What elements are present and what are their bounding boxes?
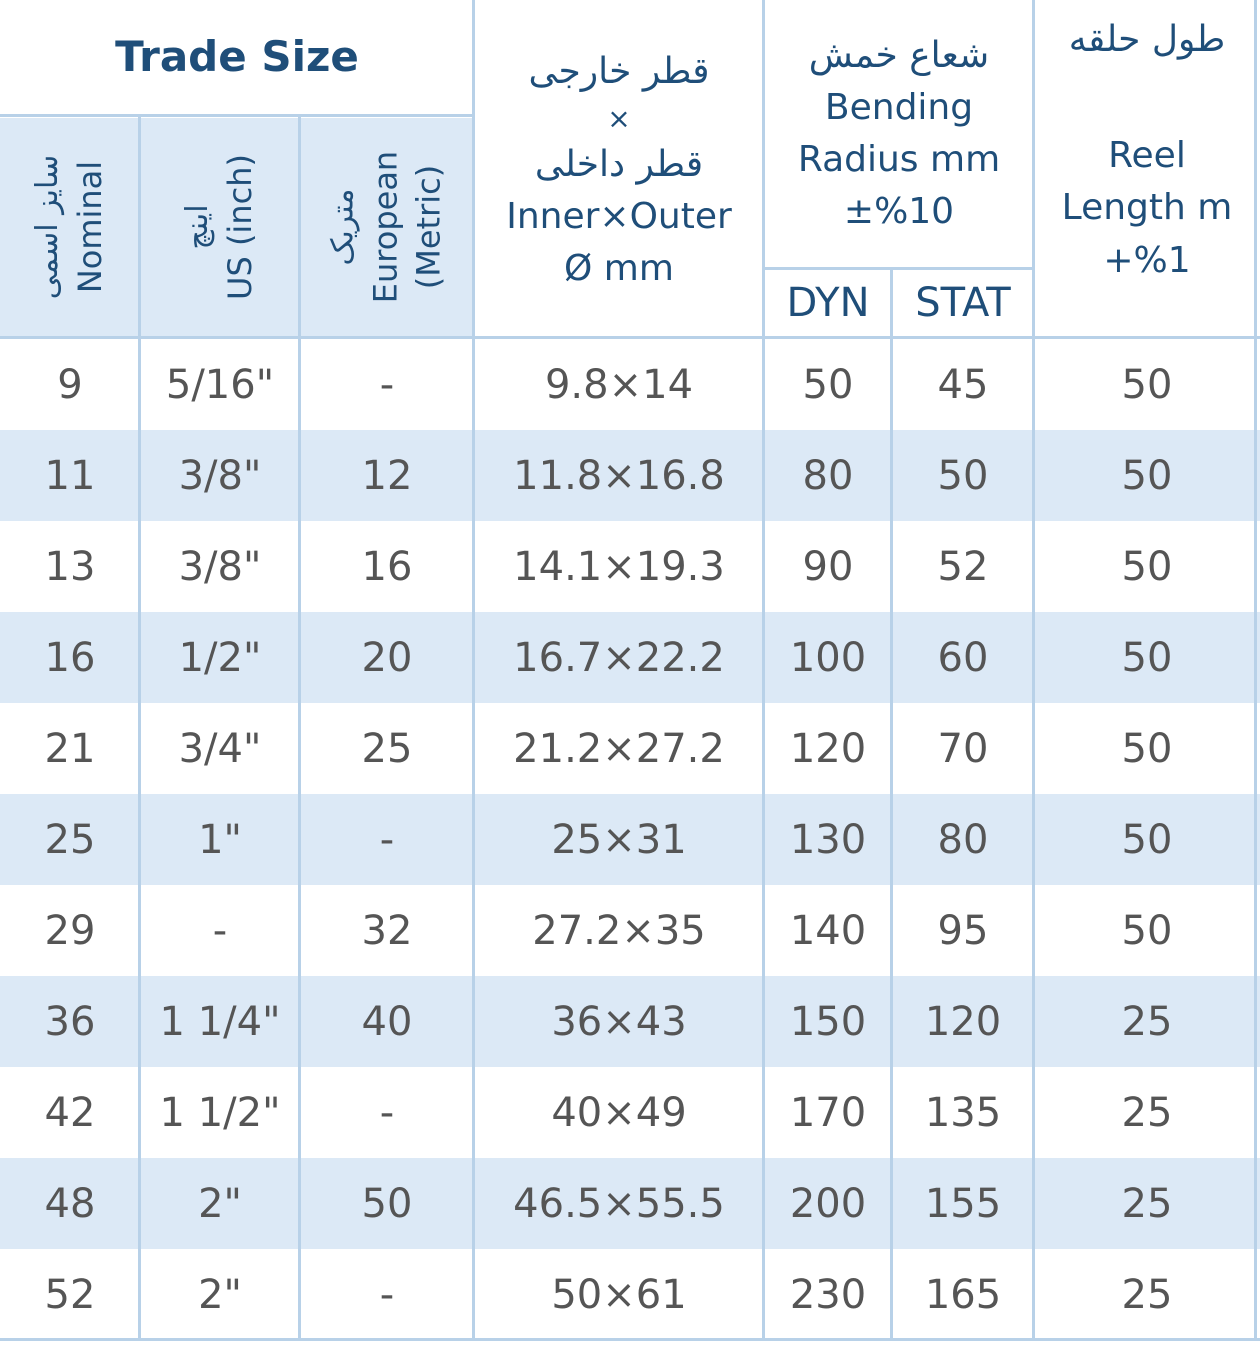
cell-dyn: 170 bbox=[789, 1089, 867, 1136]
cell-us: 2" bbox=[198, 1180, 242, 1227]
cell-stat: 60 bbox=[937, 634, 989, 681]
bending-header-tolerance: ±%10 bbox=[843, 191, 955, 233]
cell-dyn: 200 bbox=[789, 1180, 867, 1227]
cell-dims: 9.8×14 bbox=[544, 361, 694, 408]
cell-dyn: 150 bbox=[789, 998, 867, 1045]
nominal-header bbox=[0, 118, 140, 336]
cell-dims: 25×31 bbox=[551, 816, 687, 863]
cell-us: 5/16" bbox=[165, 361, 275, 408]
cell-eu: - bbox=[379, 361, 395, 408]
divider bbox=[1254, 0, 1257, 1341]
us-inch-header bbox=[140, 118, 300, 336]
cell-nominal: 42 bbox=[44, 1089, 96, 1136]
cell-stat: 120 bbox=[924, 998, 1002, 1045]
cell-dims: 27.2×35 bbox=[532, 907, 706, 954]
cell-nominal: 21 bbox=[44, 725, 96, 772]
divider bbox=[0, 114, 474, 117]
cell-stat: 52 bbox=[937, 543, 989, 590]
cell-stat: 155 bbox=[924, 1180, 1002, 1227]
cell-reel: 50 bbox=[1121, 543, 1173, 590]
cell-dyn: 100 bbox=[789, 634, 867, 681]
cell-stat: 95 bbox=[937, 907, 989, 954]
table-row bbox=[0, 521, 1260, 612]
divider bbox=[298, 116, 301, 1341]
reel-header bbox=[1034, 0, 1260, 336]
cell-nominal: 29 bbox=[44, 907, 96, 954]
nominal-header-en: Nominal bbox=[70, 160, 109, 294]
divider bbox=[0, 1338, 1260, 1341]
cell-us: 3/8" bbox=[178, 452, 262, 499]
cell-dims: 14.1×19.3 bbox=[513, 543, 725, 590]
cell-reel: 50 bbox=[1121, 361, 1173, 408]
cell-dims: 40×49 bbox=[551, 1089, 687, 1136]
table-row bbox=[0, 430, 1260, 521]
dyn-header: DYN bbox=[786, 280, 870, 326]
cell-nominal: 13 bbox=[44, 543, 96, 590]
diameter-header bbox=[474, 0, 764, 336]
stat-header: STAT bbox=[915, 280, 1011, 326]
bending-header-fa: شعاع خمش bbox=[808, 34, 990, 76]
cell-reel: 50 bbox=[1121, 634, 1173, 681]
cell-reel: 50 bbox=[1121, 725, 1173, 772]
cell-eu: 16 bbox=[361, 543, 413, 590]
table-row bbox=[0, 1249, 1260, 1340]
cell-reel: 25 bbox=[1121, 1271, 1173, 1318]
cell-reel: 50 bbox=[1121, 452, 1173, 499]
cell-stat: 80 bbox=[937, 816, 989, 863]
european-header-en: European bbox=[366, 150, 405, 304]
divider bbox=[472, 0, 475, 1341]
cell-reel: 50 bbox=[1121, 816, 1173, 863]
cell-reel: 25 bbox=[1121, 1180, 1173, 1227]
us-inch-header-fa: اینچ bbox=[180, 204, 216, 250]
cell-eu: 25 bbox=[361, 725, 413, 772]
cell-nominal: 9 bbox=[57, 361, 83, 408]
cell-stat: 45 bbox=[937, 361, 989, 408]
reel-header-tolerance: +%1 bbox=[1103, 239, 1191, 281]
diameter-header-en: Inner×Outer bbox=[506, 196, 732, 238]
table-row bbox=[0, 794, 1260, 885]
cell-stat: 50 bbox=[937, 452, 989, 499]
european-header-metric: (Metric) bbox=[409, 164, 448, 290]
bending-header-en2: Radius mm bbox=[797, 139, 1001, 180]
cell-dyn: 140 bbox=[789, 907, 867, 954]
reel-header-en1: Reel bbox=[1108, 135, 1186, 177]
cell-dims: 46.5×55.5 bbox=[513, 1180, 725, 1227]
diameter-header-outer-fa: قطر خارجی bbox=[528, 51, 710, 93]
table-row bbox=[0, 339, 1260, 430]
diameter-header-unit: Ø mm bbox=[564, 248, 674, 290]
table-row bbox=[0, 976, 1260, 1067]
cell-dyn: 90 bbox=[802, 543, 854, 590]
cell-dyn: 50 bbox=[802, 361, 854, 408]
table-row bbox=[0, 612, 1260, 703]
european-header bbox=[300, 118, 474, 336]
cell-dyn: 130 bbox=[789, 816, 867, 863]
cell-nominal: 16 bbox=[44, 634, 96, 681]
cell-nominal: 52 bbox=[44, 1271, 96, 1318]
table-row bbox=[0, 703, 1260, 794]
cell-eu: 32 bbox=[361, 907, 413, 954]
reel-header-en2: Length m bbox=[1061, 187, 1233, 229]
cell-dyn: 230 bbox=[789, 1271, 867, 1318]
cell-us: 1" bbox=[198, 816, 242, 863]
cell-stat: 70 bbox=[937, 725, 989, 772]
cell-eu: - bbox=[379, 816, 395, 863]
cell-us: 3/8" bbox=[178, 543, 262, 590]
divider bbox=[138, 116, 141, 1341]
cell-dyn: 80 bbox=[802, 452, 854, 499]
cell-eu: 40 bbox=[361, 998, 413, 1045]
reel-header-fa: طول حلقه bbox=[1068, 19, 1226, 60]
divider bbox=[762, 0, 765, 1341]
cell-us: 3/4" bbox=[178, 725, 262, 772]
divider bbox=[0, 336, 1260, 339]
cell-nominal: 11 bbox=[44, 452, 96, 499]
cell-us: 1 1/4" bbox=[159, 998, 281, 1045]
cell-eu: 20 bbox=[361, 634, 413, 681]
table-row bbox=[0, 1158, 1260, 1249]
cell-stat: 165 bbox=[924, 1271, 1002, 1318]
cell-eu: - bbox=[379, 1089, 395, 1136]
cell-reel: 50 bbox=[1121, 907, 1173, 954]
cell-dims: 11.8×16.8 bbox=[513, 452, 725, 499]
cell-eu: 50 bbox=[361, 1180, 413, 1227]
cell-reel: 25 bbox=[1121, 1089, 1173, 1136]
cell-us: 1/2" bbox=[178, 634, 262, 681]
cell-stat: 135 bbox=[924, 1089, 1002, 1136]
cell-dims: 36×43 bbox=[551, 998, 687, 1045]
cell-reel: 25 bbox=[1121, 998, 1173, 1045]
times-sign: × bbox=[607, 101, 631, 135]
cell-us: - bbox=[212, 907, 228, 954]
trade-size-title: Trade Size bbox=[115, 31, 359, 81]
cell-dyn: 120 bbox=[789, 725, 867, 772]
divider bbox=[890, 268, 893, 1341]
cell-us: 1 1/2" bbox=[159, 1089, 281, 1136]
divider bbox=[1032, 0, 1035, 1341]
cell-dims: 21.2×27.2 bbox=[513, 725, 725, 772]
cell-nominal: 25 bbox=[44, 816, 96, 863]
cell-dims: 16.7×22.2 bbox=[513, 634, 725, 681]
cell-eu: 12 bbox=[361, 452, 413, 499]
cell-us: 2" bbox=[198, 1271, 242, 1318]
divider bbox=[764, 267, 1034, 270]
european-header-fa: متریک bbox=[325, 188, 361, 266]
cell-nominal: 48 bbox=[44, 1180, 96, 1227]
cell-nominal: 36 bbox=[44, 998, 96, 1045]
cell-eu: - bbox=[379, 1271, 395, 1318]
bending-header bbox=[764, 0, 1034, 268]
nominal-header-fa: سایز اسمی bbox=[30, 154, 66, 300]
diameter-header-inner-fa: قطر داخلی bbox=[534, 144, 704, 186]
cell-dims: 50×61 bbox=[551, 1271, 687, 1318]
us-inch-header-en: US (inch) bbox=[220, 154, 259, 300]
bending-header-en1: Bending bbox=[824, 86, 974, 128]
table-row bbox=[0, 885, 1260, 976]
table-row bbox=[0, 1067, 1260, 1158]
